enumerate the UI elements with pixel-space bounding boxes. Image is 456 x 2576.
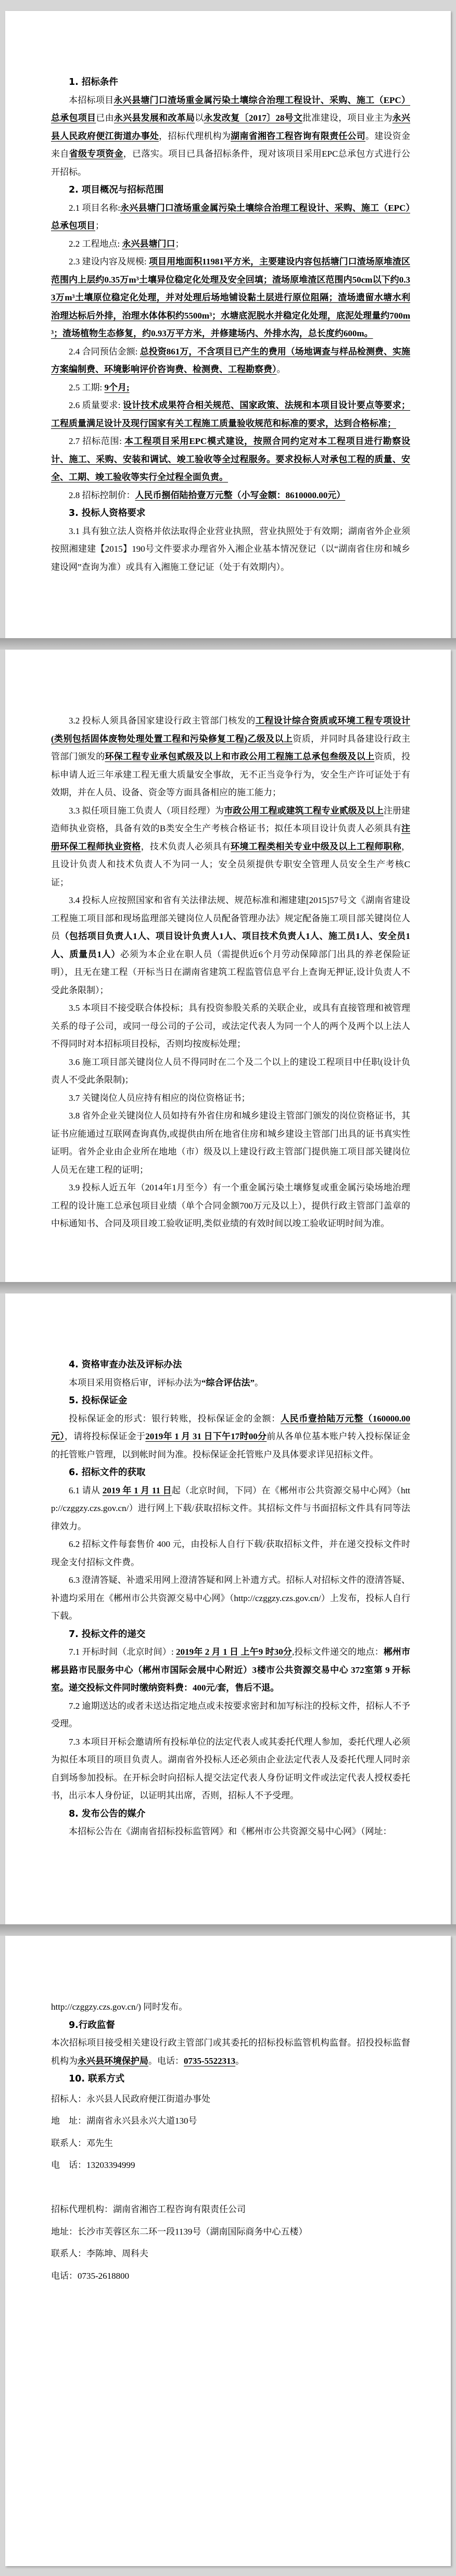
- page-1: [5, 11, 451, 638]
- para-2-6-quality: [51, 397, 410, 433]
- text-run: 联系人：邓先生: [51, 2138, 113, 2148]
- text-run: 6.2 招标文件每套售价 400 元，由投标人自行下载/获取招标文件，并在递交投标文件时现金支付招标文件费。: [51, 1539, 410, 1567]
- text-run: 设计技术成果符合相关规范、国家政策、法规和本项目设计要点等要求；工程质量满足设计及现行国家有关工程施工质量验收规范和标准的要求，达到合格标准；: [51, 400, 411, 428]
- text-run: ，且设计负责人和技术负责人不为同一人；安全员须提供专职安全管理人员安全生产考核C证；: [51, 841, 411, 887]
- text-run: 招标代理机构：湖南省湘咨工程咨询有限责任公司: [51, 2204, 246, 2214]
- text-run: 7.3 本项目开标会邀请所有投标单位的法定代表人或其委托代理人参加，委托代理人必须为拟任本项目的项目负责人。湖南省外投标人还必须由企业法定代表人及委托代理人同时亲自到场参加投标。在开标会时向招标人提交法定代表人身份证明文件或法定代表人授权委托书，出示本人身份证，以证明其出席，否则，招标人不予受理。: [51, 1736, 410, 1800]
- contact-tenderer: [51, 2088, 410, 2111]
- text-run: 注册环保工程师执业资格: [51, 823, 410, 852]
- text-run: 2.5 工期:: [69, 382, 105, 392]
- text-run: ，请将投标保证金于: [65, 1431, 146, 1441]
- heading-text: 3. 投标人资格要求: [69, 508, 146, 518]
- text-run: 前从各单位基本账户转入投标保证金的托管账户管理，以到帐时间为准。投标保证金托管账户及具体要求详见招标文件。: [51, 1431, 410, 1460]
- para-2-7-bid-scope: [51, 433, 410, 487]
- para-3-1: [51, 523, 410, 577]
- para-7-1: [51, 1643, 410, 1697]
- text-run: 注册建造师执业资格，具备有效的B类安全生产考核合格证书；拟任本项目设计负责人必须具有: [51, 805, 411, 833]
- text-run: 3.5 本项目不接受联合体投标；具有投资参股关系的关联企业，或具有直接管理和被管理关系的母子公司，或同一母公司的子公司，或法定代表人为同一个人的两个及两个以上法人不得同时对本招标项目投标，否则均按废标处理；: [51, 1003, 410, 1049]
- text-run: 3.2 投标人须具备国家建设行政主管部门核发的: [69, 716, 256, 726]
- text-run: ；: [95, 221, 104, 231]
- para-2-8-control-price: [51, 487, 410, 505]
- para-3-9: [51, 1179, 410, 1233]
- heading-9-administrative-supervision: [51, 2016, 410, 2035]
- text-run: 已由: [96, 113, 114, 123]
- text-run: 永发改复〔2017〕28号文: [204, 113, 303, 123]
- contact-agency-phone: [51, 2265, 410, 2288]
- text-run: 市政公用工程或建筑工程专业贰级及以上: [224, 805, 384, 816]
- text-run: 。: [235, 2055, 245, 2066]
- para-6-3: [51, 1571, 410, 1626]
- heading-text: 2. 项目概况与招标范围: [69, 185, 164, 195]
- heading-4-review-method: [51, 1356, 410, 1374]
- text-run: 6.1 请从: [69, 1485, 103, 1495]
- text-run: 6.3 澄清答疑、补遗采用网上澄清答疑和网上补遗方式。招标人对招标文件的澄清答疑、补遗均采用在《郴州市公共资源交易中心网》（http://czggzy.czs.gov.cn/）上发布，投标人自行下载。: [51, 1575, 410, 1621]
- text-run: 0735-5522313: [184, 2055, 236, 2066]
- text-run: 7.1 开标时间（北京时间）:: [69, 1647, 176, 1657]
- para-8-1: [51, 1823, 410, 1841]
- text-run: 。: [276, 364, 286, 374]
- text-run: ；: [175, 238, 184, 249]
- text-run: ，招标代理机构为: [159, 131, 231, 141]
- para-3-8: [51, 1107, 410, 1179]
- text-run: 3.8 省外企业关键岗位人员如持有外省住房和城乡建设主管部门颁发的岗位资格证书，其证书应能通过互联网查询真伪,或提供由所在地省住房和城乡建设主管部门出具的证书真实性证明。省外企业由企业所在地地（市）级及以上建设行政主管部门提供施工项目部关键岗位人员无在建工程的证明；: [51, 1111, 410, 1175]
- text-run: 本招标公告在《湖南省招标投标监管网》和《郴州市公共资源交易中心网》（网址：: [69, 1826, 392, 1836]
- heading-text: 4. 资格审查办法及评标办法: [69, 1360, 182, 1370]
- text-run: 人民币捌佰陆拾壹万元整（小写金额：8610000.00元）: [135, 490, 346, 500]
- para-1-intro: [51, 92, 410, 182]
- text-run: 。: [255, 1377, 263, 1388]
- heading-7-bid-submission: [51, 1626, 410, 1644]
- text-run: 总投资861万，不含项目已产生的费用（场地调查与样品检测费、实施方案编制费、环境影响评价咨询费、检测费、工程勘察费）: [51, 346, 410, 374]
- heading-text: 6. 招标文件的获取: [69, 1467, 146, 1478]
- text-run: 本项目采用资格后审，评标办法为: [69, 1377, 201, 1388]
- text-run: 3.1 具有独立法人资格并依法取得企业营业执照，营业执照处于有效期；湖南省外企业须按照湘建建【2015】190号文件要求办理省外入湘企业基本情况登记（以“湖南省住房和城乡建设网”查询为准）或具有入湘施工登记证（处于有效期内）。: [51, 526, 410, 572]
- para-3-7: [51, 1089, 410, 1108]
- text-run: 本次招标项目接受相关建设行政主管部门或其委托的招标投标监管机构监督。招投投标监督机构为: [51, 2038, 410, 2066]
- text-run: 2.1 项目名称:: [69, 202, 120, 213]
- text-run: ，技术负责人必须具有: [141, 841, 231, 852]
- text-run: 。建设资金来自: [51, 131, 411, 159]
- text-run: 地 址：湖南省永兴县永兴大道130号: [51, 2116, 197, 2126]
- para-2-4-contract-amount: [51, 343, 410, 379]
- para-3-6: [51, 1054, 410, 1089]
- text-run: 永兴县人民政府便江街道办事处: [51, 113, 411, 141]
- text-run: 资质，投标申请人近三年承建工程无重大质量安全事故，无不正当竞争行为，安全生产许可证处于有效期，并在人员、设备、资金等方面具备相应的施工能力；: [51, 752, 411, 797]
- text-run: 3.9 投标人近五年（2014年1月至今）有一个重金属污染土壤修复或重金属污染场地治理工程的设计施工总承包项目业绩（单个合同金额700万元及以上），提供行政主管部门盖章的中标通知书、合同及项目竣工验收证明,类似业绩的有效时间以竣工验收证明时间为准。: [51, 1183, 410, 1228]
- text-run: [51, 2182, 60, 2192]
- contact-agency: [51, 2199, 410, 2221]
- heading-text: 5. 投标保证金: [69, 1395, 128, 1406]
- page-2: [5, 650, 451, 1282]
- text-run: 本工程项目采用EPC模式建设，按照合同约定对本工程项目进行勘察设计、施工、采购、安装和调试、竣工验收等全过程服务。要求投标人对承包工程的质量、安全、工期、竣工验收等实行全过程全面负责。: [51, 436, 410, 482]
- text-run: 9个月;: [104, 382, 130, 392]
- heading-5-bid-bond: [51, 1392, 410, 1410]
- text-run: 项目用地面积11981平方米，主要建设内容包括塘门口渣场原堆渣区范围内上层约0.35万m³土壤异位稳定化处理及安全回填；渣场原堆渣区范围内50cm以下约0.33万m³土壤原位稳定化处理，并对处理后场地铺设黏土层进行原位阻隔；渣场遗留水塘水利治理达标后外排，治理水体体积约5500m³；水塘底泥脱水并稳定化处理，底泥处理量约700m³；渣场植物生态修复，约0.93万平方米，并修建场内、外排水沟，总长度约600m。: [51, 257, 410, 338]
- text-run: 联系人：李陈坤、周科夫: [51, 2249, 148, 2258]
- text-run: 资质，并同时具备建设行政主管部门颁发的: [51, 733, 410, 762]
- para-6-1: [51, 1482, 410, 1536]
- text-run: 3.7 关键岗位人员应持有相应的岗位资格证书；: [69, 1093, 250, 1103]
- text-run: 郴州市郴县路市民服务中心（郴州市国际会展中心附近）3楼市公共资源交易中心 372室第 9 开标室。递交投标文件同时缴纳资料费：400元/套，售后不退。: [51, 1647, 411, 1693]
- text-run: 3.6 施工项目部关键岗位人员不得同时在二个及二个以上的建设工程项目中任职(设计负责人不受此条限制)；: [51, 1057, 410, 1085]
- text-run: 2019 年 1 月 11 日: [102, 1485, 172, 1495]
- contact-agency-address: [51, 2221, 410, 2243]
- text-run: 永兴县发展和改革局: [113, 113, 195, 123]
- text-run: 7.2 逾期送达的或者未送达指定地点或未按要求密封和加写标注的投标文件，招标人不予受理。: [51, 1701, 410, 1729]
- text-run: ，已落实。项目已具备招标条件，现对该项目采用EPC总承包方式进行公开招标。: [51, 149, 411, 177]
- heading-3-bidder-qualification: [51, 504, 410, 523]
- page-separator: [0, 638, 456, 650]
- text-run: 工程设计综合资质或环境工程专项设计(类别包括固体废物处理处置工程和污染修复工程)乙级及以上: [51, 716, 411, 744]
- text-run: http://czggzy.czs.gov.cn/) 同时发布。: [51, 2002, 188, 2012]
- text-run: 2019年 2 月 1 日 上午9 时30分: [176, 1647, 293, 1657]
- heading-1-tender-conditions: [51, 73, 410, 92]
- para-9-1: [51, 2034, 410, 2070]
- text-run: ,投标文件递交的地点：: [292, 1647, 384, 1657]
- blank-line: [51, 2177, 410, 2199]
- text-run: 永兴县塘门口渣场重金属污染土壤综合治理工程设计、采购、施工（EPC）总承包项目: [51, 95, 411, 123]
- text-run: 批准建设，项目业主为: [302, 113, 392, 123]
- para-5-1: [51, 1410, 410, 1464]
- heading-8-announcement-media: [51, 1805, 410, 1823]
- para-2-5-duration: [51, 379, 410, 397]
- para-3-5: [51, 999, 410, 1054]
- text-run: 本招标项目: [69, 95, 114, 105]
- text-run: 省级专项资金: [69, 149, 123, 159]
- para-2-3-scope: [51, 253, 410, 343]
- contact-tenderer-address: [51, 2110, 410, 2133]
- para-7-3: [51, 1733, 410, 1805]
- text-run: 2.6 质量要求:: [69, 400, 123, 410]
- text-run: 。电话：: [148, 2055, 184, 2066]
- heading-10-contact-info: [51, 2070, 410, 2088]
- text-run: 2019年 1 月 31 日下午17时00分: [145, 1431, 267, 1441]
- text-run: 2.8 招标控制价：: [69, 490, 135, 500]
- para-2-1-project-name: [51, 199, 410, 235]
- text-run: 2.3 建设内容及规模:: [69, 257, 149, 267]
- heading-2-project-overview: [51, 181, 410, 199]
- text-run: 环保工程专业承包贰级及以上和市政公用工程施工总承包叁级及以上: [105, 752, 375, 762]
- para-3-4: [51, 892, 410, 999]
- heading-text: 1. 招标条件: [69, 77, 118, 87]
- page-separator: [0, 1924, 456, 1936]
- para-6-2: [51, 1536, 410, 1571]
- text-run: 湖南省湘咨工程咨询有限责任公司: [231, 131, 365, 141]
- text-run: 2.7 招标范围:: [69, 436, 125, 446]
- text-run: 人民币壹拾陆万元整（160000.00元）: [51, 1413, 411, 1441]
- para-8-1-continued: [51, 1998, 410, 2016]
- text-run: 2.2 工程地点:: [69, 238, 122, 249]
- text-run: 起（北京时间，下同）在《郴州市公共资源交易中心网》（http://czggzy.czs.gov.cn/）进行网上下载/获取招标文件。其招标文件与书面招标文件具有同等法律效力。: [51, 1485, 411, 1531]
- text-run: 以: [195, 113, 204, 123]
- heading-text: 8. 发布公告的媒介: [69, 1808, 146, 1819]
- contact-agency-person: [51, 2243, 410, 2265]
- para-4-1: [51, 1374, 410, 1392]
- heading-6-obtaining-documents: [51, 1464, 410, 1482]
- para-3-3: [51, 802, 410, 892]
- contact-tenderer-person: [51, 2133, 410, 2155]
- para-3-2: [51, 712, 410, 802]
- contact-tenderer-phone: [51, 2154, 410, 2177]
- heading-text: 9.行政监督: [69, 2020, 115, 2031]
- page-3: [5, 1293, 451, 1924]
- heading-text: 10. 联系方式: [69, 2074, 125, 2084]
- text-run: 电话：0735-2618800: [51, 2270, 130, 2281]
- text-run: 必须为本企业在职人员（需提供近6个月劳动保障部门出具的养老保险证明），且无在建工程（开标当日在湖南省建筑工程监管信息平台上查询无押证,设计负责人不受此条限制）；: [51, 949, 411, 995]
- text-run: 电 话：13203394999: [51, 2160, 135, 2170]
- text-run: 永兴县塘门口渣场重金属污染土壤综合治理工程设计、采购、施工（EPC）总承包项目: [51, 202, 410, 231]
- heading-text: 7. 投标文件的递交: [69, 1629, 146, 1640]
- text-run: 地址：长沙市芙蓉区东二环一段1139号（湖南国际商务中心五楼）: [51, 2226, 308, 2237]
- text-run: 永兴县塘门口: [122, 238, 175, 249]
- page-4: [5, 1936, 451, 2566]
- text-run: 投标保证金的形式：银行转账，投标保证金的金额：: [69, 1413, 281, 1424]
- text-run: 环境工程类相关专业中级及以上工程师职称: [231, 841, 402, 852]
- page-separator: [0, 1282, 456, 1293]
- text-run: 3.3 拟任项目施工负责人（项目经理）为: [69, 805, 224, 816]
- text-run: 招标人：永兴县人民政府便江街道办事处: [51, 2093, 210, 2104]
- text-run: “综合评估法”: [201, 1377, 255, 1388]
- para-7-2: [51, 1697, 410, 1733]
- text-run: （包括项目负责人1人、项目设计负责人1人、项目技术负责人1人、施工员1人、安全员1人、质量员1人）: [51, 931, 411, 959]
- text-run: 2.4 合同预估金额:: [69, 346, 140, 357]
- text-run: 3.4 投标人应按照国家和省有关法律法规、规范标准和湘建建[2015]57号文《湖南省建设工程施工项目部和现场监理部关键岗位人员配备管理办法》规定配备施工项目部关键岗位人员: [51, 895, 410, 941]
- text-run: 永兴县环境保护局: [78, 2055, 148, 2066]
- para-2-2-location: [51, 235, 410, 253]
